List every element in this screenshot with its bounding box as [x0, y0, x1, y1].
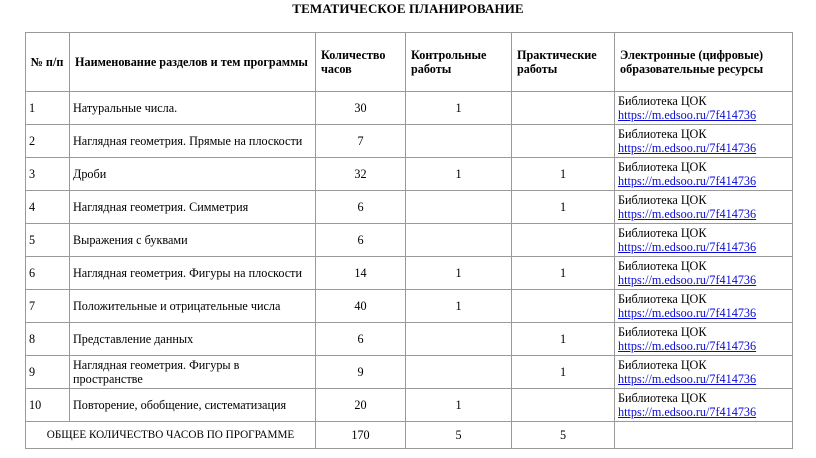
header-number: № п/п: [26, 33, 70, 92]
total-practical: 5: [512, 422, 615, 449]
hours-count: 40: [316, 290, 406, 323]
practical-works: [512, 389, 615, 422]
resource-label: Библиотека ЦОК: [618, 324, 707, 339]
resource-link[interactable]: https://m.edsoo.ru/7f414736: [618, 240, 757, 254]
control-works: [406, 323, 512, 356]
table-row: [26, 290, 793, 323]
practical-works: 1: [512, 323, 615, 356]
resource-link[interactable]: https://m.edsoo.ru/7f414736: [618, 108, 757, 122]
header-hours: Количество часов: [316, 33, 406, 92]
header-practical: Практические работы: [512, 33, 615, 92]
page-title: ТЕМАТИЧЕСКОЕ ПЛАНИРОВАНИЕ: [292, 1, 524, 16]
control-works: 1: [406, 92, 512, 125]
header-section: Наименование разделов и тем программы: [70, 33, 316, 92]
resource-label: Библиотека ЦОК: [618, 357, 707, 372]
resource-cell: [615, 191, 793, 224]
section-name: Наглядная геометрия. Фигуры на плоскости: [70, 257, 316, 290]
resource-link[interactable]: https://m.edsoo.ru/7f414736: [618, 306, 757, 320]
table-row: [26, 125, 793, 158]
section-name: Положительные и отрицательные числа: [70, 290, 316, 323]
practical-works: 1: [512, 257, 615, 290]
row-number: 2: [26, 125, 70, 158]
resource-link[interactable]: https://m.edsoo.ru/7f414736: [618, 405, 757, 419]
practical-works: [512, 290, 615, 323]
resource-label: Библиотека ЦОК: [618, 225, 707, 240]
row-number: 3: [26, 158, 70, 191]
hours-count: 6: [316, 191, 406, 224]
resource-cell: [615, 224, 793, 257]
control-works: [406, 191, 512, 224]
table-row: [26, 92, 793, 125]
control-works: 1: [406, 290, 512, 323]
section-name: Представление данных: [70, 323, 316, 356]
hours-count: 6: [316, 224, 406, 257]
table-row: [26, 323, 793, 356]
resource-label: Библиотека ЦОК: [618, 258, 707, 273]
total-control: 5: [406, 422, 512, 449]
table-row: [26, 257, 793, 290]
resource-cell: [615, 290, 793, 323]
resource-cell: [615, 323, 793, 356]
row-number: 1: [26, 92, 70, 125]
section-name: Наглядная геометрия. Симметрия: [70, 191, 316, 224]
section-name: Повторение, обобщение, систематизация: [70, 389, 316, 422]
resource-link[interactable]: https://m.edsoo.ru/7f414736: [618, 207, 757, 221]
resource-label: Библиотека ЦОК: [618, 93, 707, 108]
header-control: Контрольные работы: [406, 33, 512, 92]
control-works: 1: [406, 158, 512, 191]
table-row: [26, 191, 793, 224]
row-number: 6: [26, 257, 70, 290]
thematic-plan-table: [25, 32, 793, 449]
section-name: Выражения с буквами: [70, 224, 316, 257]
practical-works: 1: [512, 356, 615, 389]
header-resources: Электронные (цифровые) образовательные ресурсы: [615, 33, 793, 92]
total-resources-empty: [615, 422, 793, 449]
row-number: 8: [26, 323, 70, 356]
practical-works: 1: [512, 191, 615, 224]
practical-works: [512, 125, 615, 158]
control-works: [406, 356, 512, 389]
row-number: 4: [26, 191, 70, 224]
resource-link[interactable]: https://m.edsoo.ru/7f414736: [618, 339, 757, 353]
hours-count: 9: [316, 356, 406, 389]
resource-link[interactable]: https://m.edsoo.ru/7f414736: [618, 141, 757, 155]
table-row: [26, 224, 793, 257]
row-number: 5: [26, 224, 70, 257]
total-hours: 170: [316, 422, 406, 449]
table-row: [26, 356, 793, 389]
resource-link[interactable]: https://m.edsoo.ru/7f414736: [618, 372, 757, 386]
table-row: [26, 158, 793, 191]
hours-count: 6: [316, 323, 406, 356]
practical-works: [512, 92, 615, 125]
hours-count: 30: [316, 92, 406, 125]
hours-count: 32: [316, 158, 406, 191]
hours-count: 7: [316, 125, 406, 158]
practical-works: [512, 224, 615, 257]
total-label: ОБЩЕЕ КОЛИЧЕСТВО ЧАСОВ ПО ПРОГРАММЕ: [26, 422, 316, 449]
table-header-row: [26, 33, 793, 92]
resource-cell: [615, 92, 793, 125]
total-row: [26, 422, 793, 449]
resource-label: Библиотека ЦОК: [618, 192, 707, 207]
resource-link[interactable]: https://m.edsoo.ru/7f414736: [618, 273, 757, 287]
section-name: Наглядная геометрия. Прямые на плоскости: [70, 125, 316, 158]
control-works: [406, 224, 512, 257]
resource-label: Библиотека ЦОК: [618, 159, 707, 174]
hours-count: 20: [316, 389, 406, 422]
resource-cell: [615, 125, 793, 158]
control-works: [406, 125, 512, 158]
resource-link[interactable]: https://m.edsoo.ru/7f414736: [618, 174, 757, 188]
section-name: Натуральные числа.: [70, 92, 316, 125]
hours-count: 14: [316, 257, 406, 290]
resource-label: Библиотека ЦОК: [618, 126, 707, 141]
row-number: 9: [26, 356, 70, 389]
resource-label: Библиотека ЦОК: [618, 291, 707, 306]
resource-cell: [615, 158, 793, 191]
control-works: 1: [406, 257, 512, 290]
control-works: 1: [406, 389, 512, 422]
resource-cell: [615, 356, 793, 389]
section-name: Наглядная геометрия. Фигуры в пространстве: [70, 356, 316, 389]
table-row: [26, 389, 793, 422]
row-number: 7: [26, 290, 70, 323]
practical-works: 1: [512, 158, 615, 191]
resource-label: Библиотека ЦОК: [618, 390, 707, 405]
resource-cell: [615, 257, 793, 290]
row-number: 10: [26, 389, 70, 422]
resource-cell: [615, 389, 793, 422]
section-name: Дроби: [70, 158, 316, 191]
